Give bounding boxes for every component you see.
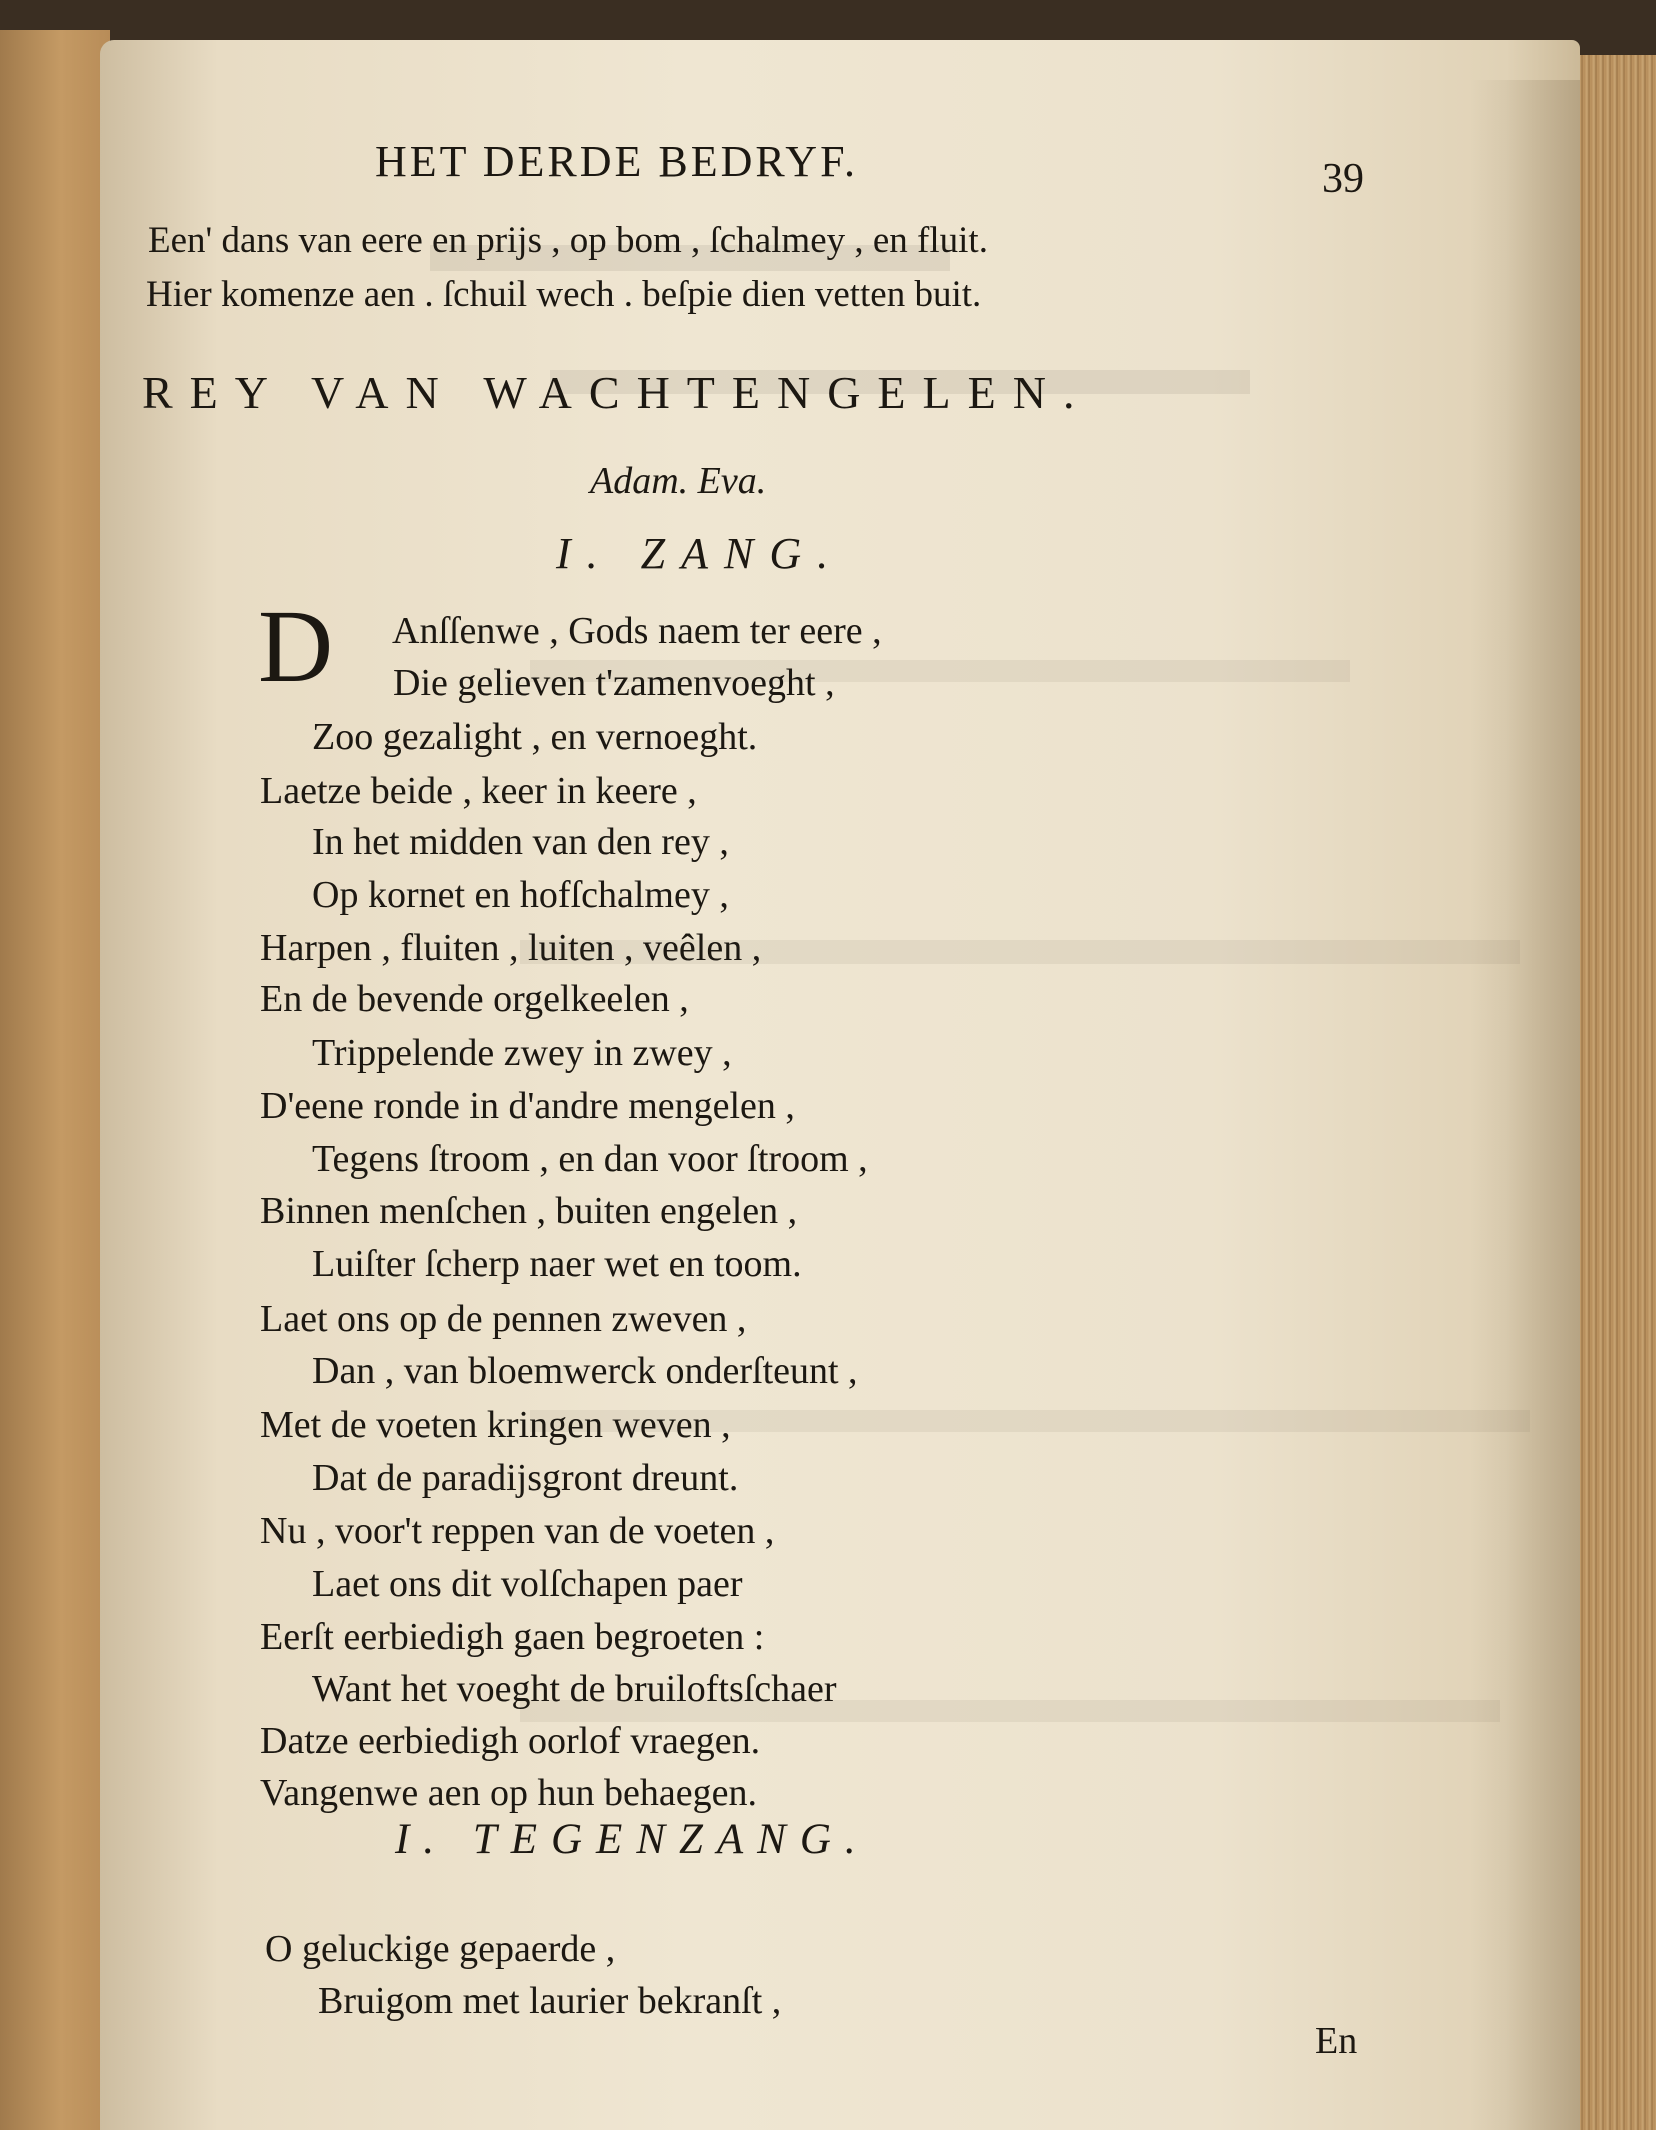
drop-cap: D: [258, 589, 334, 704]
verse-line: Luiſter ſcherp naer wet en toom.: [312, 1243, 802, 1285]
facing-page-edge: [0, 30, 110, 2130]
verse-line: En de bevende orgelkeelen ,: [260, 978, 689, 1020]
verse-line: Laetze beide , keer in keere ,: [260, 770, 697, 812]
opening-line: Hier komenze aen . ſchuil wech . beſpie dien vetten buit.: [146, 274, 982, 315]
verse-line: Trippelende zwey in zwey ,: [312, 1032, 732, 1074]
verse-line: Met de voeten kringen weven ,: [260, 1404, 731, 1446]
verse-line: Anſſenwe , Gods naem ter eere ,: [392, 610, 882, 652]
opening-line: Een' dans van eere en prijs , op bom , ſchalmey , en fluit.: [148, 220, 988, 261]
verse-line: Laet ons op de pennen zweven ,: [260, 1298, 747, 1340]
section-title-zang: I. ZANG.: [556, 529, 845, 578]
verse-line: Zoo gezalight , en vernoeght.: [312, 716, 758, 758]
verse-line: Dan , van bloemwerck onderſteunt ,: [312, 1350, 858, 1392]
verse-line: Die gelieven t'zamenvoeght ,: [393, 662, 835, 704]
verse-line: Want het voeght de bruiloftsſchaer: [312, 1668, 837, 1710]
verse-line: Op kornet en hofſchalmey ,: [312, 874, 729, 916]
verse-line: Binnen menſchen , buiten engelen ,: [260, 1190, 798, 1232]
page-number: 39: [1322, 156, 1364, 202]
verse-line: O geluckige gepaerde ,: [265, 1928, 616, 1970]
verse-line: Tegens ſtroom , en dan voor ſtroom ,: [312, 1138, 868, 1180]
verse-line: Harpen , fluiten , luiten , veêlen ,: [260, 927, 762, 969]
verse-line: D'eene ronde in d'andre mengelen ,: [260, 1085, 795, 1127]
verse-line: Dat de paradijsgront dreunt.: [312, 1457, 739, 1499]
running-head: HET DERDE BEDRYF.: [375, 137, 859, 186]
chorus-title: REY VAN WACHTENGELEN.: [142, 367, 1092, 418]
page-curve-shadow: [1470, 80, 1580, 2130]
verse-line: Eerſt eerbiedigh gaen begroeten :: [260, 1616, 765, 1658]
catchword: En: [1315, 2020, 1358, 2062]
verse-line: Nu , voor't reppen van de voeten ,: [260, 1510, 775, 1552]
section-title-tegenzang: I. TEGENZANG.: [395, 1816, 870, 1863]
page-stack-edge: [1570, 55, 1656, 2130]
speakers-line: Adam. Eva.: [590, 460, 767, 502]
verse-line: Vangenwe aen op hun behaegen.: [260, 1772, 757, 1814]
verse-line: In het midden van den rey ,: [312, 821, 729, 863]
verse-line: Bruigom met laurier bekranſt ,: [318, 1980, 782, 2022]
verse-line: Datze eerbiedigh oorlof vraegen.: [260, 1720, 761, 1762]
verse-line: Laet ons dit volſchapen paer: [312, 1563, 743, 1605]
